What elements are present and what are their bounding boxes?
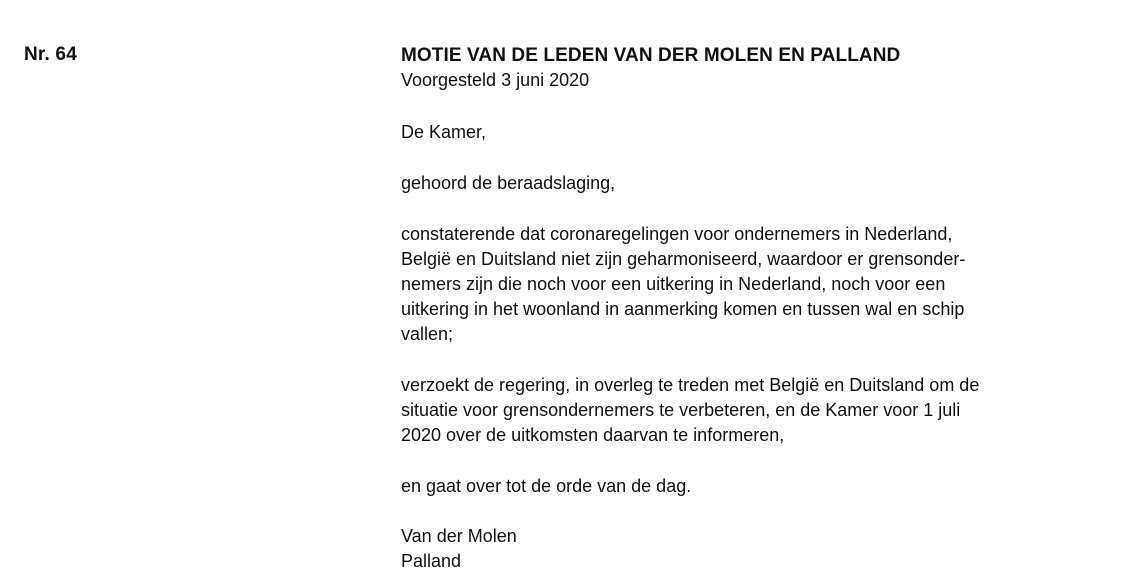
considering-line: België en Duitsland niet zijn geharmoniseerd, waardoor er grensonder-: [401, 249, 966, 269]
considering-line: nemers zijn die noch voor een uitkering in Nederland, noch voor een: [401, 274, 946, 294]
considering-line: constaterende dat coronaregelingen voor ondernemers in Nederland,: [401, 224, 953, 244]
heard-clause: gehoord de beraadslaging,: [401, 173, 616, 193]
considering-line: uitkering in het woonland in aanmerking komen en tussen wal en schip: [401, 299, 965, 319]
motion-body: [401, 44, 1121, 574]
salutation: De Kamer,: [401, 122, 487, 142]
request-clause: [401, 373, 1121, 448]
considering-line: vallen;: [401, 324, 454, 344]
signatory-name: Van der Molen: [401, 526, 517, 546]
request-line: 2020 over de uitkomsten daarvan te informeren,: [401, 425, 785, 445]
document-number: Nr. 64: [24, 44, 77, 65]
proposed-date: Voorgesteld 3 juni 2020: [401, 70, 590, 90]
closing-clause: en gaat over tot de orde van de dag.: [401, 476, 692, 496]
motion-title: MOTIE VAN DE LEDEN VAN DER MOLEN EN PALLAND: [401, 45, 901, 66]
signatory-name: Palland: [401, 551, 462, 571]
signatories: [401, 524, 1121, 574]
considering-clause: [401, 222, 1121, 347]
request-line: verzoekt de regering, in overleg te treden met België en Duitsland om de: [401, 375, 980, 395]
request-line: situatie voor grensondernemers te verbeteren, en de Kamer voor 1 juli: [401, 400, 961, 420]
